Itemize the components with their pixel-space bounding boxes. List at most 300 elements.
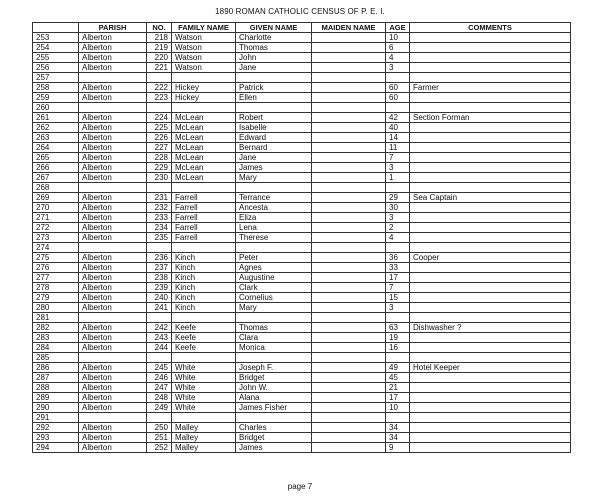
row-number: 259 xyxy=(33,93,79,103)
given-name-cell xyxy=(236,353,312,363)
row-number: 269 xyxy=(33,193,79,203)
family-name-cell: Watson xyxy=(172,63,236,73)
table-row xyxy=(33,353,571,363)
given-name-cell: Peter xyxy=(236,253,312,263)
maiden-name-cell xyxy=(312,43,386,53)
family-name-cell: Kinch xyxy=(172,293,236,303)
family-name-cell: Kinch xyxy=(172,303,236,313)
given-name-cell: Bridget xyxy=(236,433,312,443)
age-cell: 1 xyxy=(386,173,410,183)
family-name-cell: Farrell xyxy=(172,213,236,223)
comments-cell xyxy=(410,413,571,423)
comments-cell xyxy=(410,383,571,393)
comments-cell: Sea Captain xyxy=(410,193,571,203)
table-row xyxy=(33,193,571,203)
table-row xyxy=(33,213,571,223)
family-name-cell xyxy=(172,313,236,323)
parish-cell xyxy=(79,413,147,423)
family-name-cell: McLean xyxy=(172,113,236,123)
family-no-cell: 242 xyxy=(147,323,172,333)
given-name-cell: Bernard xyxy=(236,143,312,153)
comments-cell xyxy=(410,133,571,143)
parish-cell: Alberton xyxy=(79,443,147,453)
age-cell: 3 xyxy=(386,303,410,313)
family-name-cell: Malley xyxy=(172,423,236,433)
given-name-cell: Augustine xyxy=(236,273,312,283)
page-number: page 7 xyxy=(287,482,313,491)
table-row xyxy=(33,233,571,243)
row-number: 277 xyxy=(33,273,79,283)
parish-cell xyxy=(79,73,147,83)
row-number: 278 xyxy=(33,283,79,293)
comments-cell: Cooper xyxy=(410,253,571,263)
table-row xyxy=(33,383,571,393)
age-cell: 34 xyxy=(386,423,410,433)
family-no-cell: 232 xyxy=(147,203,172,213)
comments-cell: Hotel Keeper xyxy=(410,363,571,373)
row-number: 294 xyxy=(33,443,79,453)
family-no-cell: 245 xyxy=(147,363,172,373)
comments-cell xyxy=(410,443,571,453)
family-no-cell: 226 xyxy=(147,133,172,143)
row-number: 289 xyxy=(33,393,79,403)
family-name-cell: Farrell xyxy=(172,193,236,203)
header-maiden-name: MAIDEN NAME xyxy=(312,23,386,33)
table-row xyxy=(33,33,571,43)
given-name-cell: Terrance xyxy=(236,193,312,203)
maiden-name-cell xyxy=(312,163,386,173)
table-row xyxy=(33,113,571,123)
maiden-name-cell xyxy=(312,113,386,123)
given-name-cell: Thomas xyxy=(236,43,312,53)
maiden-name-cell xyxy=(312,73,386,83)
maiden-name-cell xyxy=(312,183,386,193)
age-cell xyxy=(386,73,410,83)
table-row xyxy=(33,273,571,283)
given-name-cell xyxy=(236,183,312,193)
family-name-cell xyxy=(172,103,236,113)
age-cell: 7 xyxy=(386,283,410,293)
family-name-cell: White xyxy=(172,393,236,403)
given-name-cell: Robert xyxy=(236,113,312,123)
age-cell: 17 xyxy=(386,273,410,283)
given-name-cell: Therese xyxy=(236,233,312,243)
family-name-cell: Farrell xyxy=(172,203,236,213)
maiden-name-cell xyxy=(312,423,386,433)
table-row xyxy=(33,53,571,63)
maiden-name-cell xyxy=(312,433,386,443)
given-name-cell: Mary xyxy=(236,173,312,183)
given-name-cell: Ancesta xyxy=(236,203,312,213)
row-number: 279 xyxy=(33,293,79,303)
family-name-cell: Kinch xyxy=(172,253,236,263)
family-name-cell: Kinch xyxy=(172,263,236,273)
maiden-name-cell xyxy=(312,283,386,293)
table-row xyxy=(33,373,571,383)
family-no-cell: 244 xyxy=(147,343,172,353)
parish-cell: Alberton xyxy=(79,403,147,413)
comments-cell: Dishwasher ? xyxy=(410,323,571,333)
age-cell: 60 xyxy=(386,83,410,93)
row-number: 272 xyxy=(33,223,79,233)
family-no-cell xyxy=(147,313,172,323)
family-name-cell: McLean xyxy=(172,133,236,143)
given-name-cell: Edward xyxy=(236,133,312,143)
family-no-cell: 218 xyxy=(147,33,172,43)
table-row xyxy=(33,413,571,423)
family-no-cell: 235 xyxy=(147,233,172,243)
row-number: 276 xyxy=(33,263,79,273)
comments-cell xyxy=(410,313,571,323)
table-row xyxy=(33,223,571,233)
age-cell: 33 xyxy=(386,263,410,273)
family-no-cell: 239 xyxy=(147,283,172,293)
family-name-cell: Keefe xyxy=(172,323,236,333)
row-number: 268 xyxy=(33,183,79,193)
maiden-name-cell xyxy=(312,153,386,163)
table-row xyxy=(33,293,571,303)
parish-cell: Alberton xyxy=(79,203,147,213)
family-no-cell: 241 xyxy=(147,303,172,313)
parish-cell: Alberton xyxy=(79,373,147,383)
comments-cell xyxy=(410,73,571,83)
age-cell xyxy=(386,183,410,193)
maiden-name-cell xyxy=(312,203,386,213)
table-row xyxy=(33,123,571,133)
parish-cell: Alberton xyxy=(79,173,147,183)
maiden-name-cell xyxy=(312,83,386,93)
table-row xyxy=(33,43,571,53)
comments-cell xyxy=(410,333,571,343)
family-no-cell: 249 xyxy=(147,403,172,413)
row-number: 275 xyxy=(33,253,79,263)
given-name-cell: Alana xyxy=(236,393,312,403)
parish-cell xyxy=(79,313,147,323)
comments-cell xyxy=(410,293,571,303)
family-name-cell xyxy=(172,183,236,193)
table-row xyxy=(33,283,571,293)
parish-cell: Alberton xyxy=(79,343,147,353)
row-number: 270 xyxy=(33,203,79,213)
comments-cell: Section Forman xyxy=(410,113,571,123)
family-name-cell: McLean xyxy=(172,153,236,163)
family-name-cell: Keefe xyxy=(172,333,236,343)
family-no-cell: 246 xyxy=(147,373,172,383)
family-no-cell: 250 xyxy=(147,423,172,433)
parish-cell: Alberton xyxy=(79,113,147,123)
row-number: 256 xyxy=(33,63,79,73)
row-number: 280 xyxy=(33,303,79,313)
parish-cell: Alberton xyxy=(79,223,147,233)
family-no-cell: 220 xyxy=(147,53,172,63)
given-name-cell: Agnes xyxy=(236,263,312,273)
comments-cell xyxy=(410,53,571,63)
given-name-cell: Monica xyxy=(236,343,312,353)
maiden-name-cell xyxy=(312,343,386,353)
parish-cell: Alberton xyxy=(79,363,147,373)
header-no: NO. xyxy=(147,23,172,33)
row-number: 288 xyxy=(33,383,79,393)
comments-cell xyxy=(410,103,571,113)
family-name-cell: Farrell xyxy=(172,233,236,243)
family-no-cell xyxy=(147,73,172,83)
comments-cell xyxy=(410,213,571,223)
census-body xyxy=(33,33,571,453)
parish-cell: Alberton xyxy=(79,193,147,203)
given-name-cell: James xyxy=(236,443,312,453)
age-cell: 21 xyxy=(386,383,410,393)
parish-cell: Alberton xyxy=(79,283,147,293)
parish-cell: Alberton xyxy=(79,333,147,343)
given-name-cell: Eliza xyxy=(236,213,312,223)
family-name-cell: Watson xyxy=(172,43,236,53)
maiden-name-cell xyxy=(312,243,386,253)
given-name-cell: Joseph F. xyxy=(236,363,312,373)
comments-cell xyxy=(410,433,571,443)
maiden-name-cell xyxy=(312,273,386,283)
row-number: 260 xyxy=(33,103,79,113)
table-row xyxy=(33,423,571,433)
family-no-cell: 243 xyxy=(147,333,172,343)
family-name-cell: White xyxy=(172,403,236,413)
comments-cell xyxy=(410,273,571,283)
given-name-cell: Clara xyxy=(236,333,312,343)
row-number: 262 xyxy=(33,123,79,133)
comments-cell: Farmer xyxy=(410,83,571,93)
family-no-cell xyxy=(147,353,172,363)
parish-cell: Alberton xyxy=(79,63,147,73)
row-number: 273 xyxy=(33,233,79,243)
age-cell: 29 xyxy=(386,193,410,203)
maiden-name-cell xyxy=(312,373,386,383)
age-cell xyxy=(386,313,410,323)
maiden-name-cell xyxy=(312,313,386,323)
family-name-cell: White xyxy=(172,363,236,373)
age-cell: 3 xyxy=(386,163,410,173)
age-cell: 19 xyxy=(386,333,410,343)
maiden-name-cell xyxy=(312,33,386,43)
parish-cell: Alberton xyxy=(79,83,147,93)
maiden-name-cell xyxy=(312,193,386,203)
family-name-cell: White xyxy=(172,373,236,383)
maiden-name-cell xyxy=(312,353,386,363)
parish-cell: Alberton xyxy=(79,263,147,273)
maiden-name-cell xyxy=(312,103,386,113)
maiden-name-cell xyxy=(312,333,386,343)
parish-cell: Alberton xyxy=(79,383,147,393)
comments-cell xyxy=(410,33,571,43)
table-row xyxy=(33,343,571,353)
family-no-cell: 230 xyxy=(147,173,172,183)
maiden-name-cell xyxy=(312,363,386,373)
given-name-cell: Thomas xyxy=(236,323,312,333)
age-cell: 9 xyxy=(386,443,410,453)
row-number: 283 xyxy=(33,333,79,343)
header-row xyxy=(33,23,571,33)
maiden-name-cell xyxy=(312,233,386,243)
given-name-cell: Jane xyxy=(236,63,312,73)
maiden-name-cell xyxy=(312,93,386,103)
row-number: 286 xyxy=(33,363,79,373)
table-row xyxy=(33,243,571,253)
age-cell: 63 xyxy=(386,323,410,333)
given-name-cell: Lena xyxy=(236,223,312,233)
age-cell: 6 xyxy=(386,43,410,53)
comments-cell xyxy=(410,203,571,213)
comments-cell xyxy=(410,423,571,433)
given-name-cell xyxy=(236,413,312,423)
comments-cell xyxy=(410,283,571,293)
family-no-cell: 237 xyxy=(147,263,172,273)
parish-cell: Alberton xyxy=(79,323,147,333)
row-number: 290 xyxy=(33,403,79,413)
given-name-cell: Clark xyxy=(236,283,312,293)
family-name-cell: Malley xyxy=(172,443,236,453)
family-no-cell: 240 xyxy=(147,293,172,303)
family-name-cell: Hickey xyxy=(172,93,236,103)
row-number: 282 xyxy=(33,323,79,333)
maiden-name-cell xyxy=(312,303,386,313)
comments-cell xyxy=(410,163,571,173)
parish-cell: Alberton xyxy=(79,123,147,133)
table-row xyxy=(33,103,571,113)
maiden-name-cell xyxy=(312,403,386,413)
row-number: 254 xyxy=(33,43,79,53)
family-name-cell: Hickey xyxy=(172,83,236,93)
family-name-cell: McLean xyxy=(172,143,236,153)
given-name-cell: Jane xyxy=(236,153,312,163)
given-name-cell xyxy=(236,313,312,323)
age-cell: 42 xyxy=(386,113,410,123)
family-name-cell: Keefe xyxy=(172,343,236,353)
parish-cell: Alberton xyxy=(79,273,147,283)
given-name-cell: Ellen xyxy=(236,93,312,103)
table-row xyxy=(33,333,571,343)
maiden-name-cell xyxy=(312,133,386,143)
parish-cell: Alberton xyxy=(79,93,147,103)
age-cell xyxy=(386,103,410,113)
table-row xyxy=(33,83,571,93)
comments-cell xyxy=(410,263,571,273)
age-cell: 17 xyxy=(386,393,410,403)
table-row xyxy=(33,363,571,373)
parish-cell: Alberton xyxy=(79,163,147,173)
header-parish: PARISH xyxy=(79,23,147,33)
given-name-cell: Patrick xyxy=(236,83,312,93)
maiden-name-cell xyxy=(312,223,386,233)
row-number: 271 xyxy=(33,213,79,223)
family-name-cell xyxy=(172,353,236,363)
comments-cell xyxy=(410,143,571,153)
family-name-cell: Watson xyxy=(172,33,236,43)
row-number: 264 xyxy=(33,143,79,153)
age-cell xyxy=(386,413,410,423)
age-cell xyxy=(386,243,410,253)
maiden-name-cell xyxy=(312,173,386,183)
age-cell: 16 xyxy=(386,343,410,353)
table-row xyxy=(33,93,571,103)
comments-cell xyxy=(410,373,571,383)
row-number: 263 xyxy=(33,133,79,143)
age-cell: 36 xyxy=(386,253,410,263)
row-number: 284 xyxy=(33,343,79,353)
table-row xyxy=(33,63,571,73)
family-name-cell: Malley xyxy=(172,433,236,443)
table-row xyxy=(33,173,571,183)
family-no-cell: 247 xyxy=(147,383,172,393)
parish-cell: Alberton xyxy=(79,423,147,433)
family-no-cell: 252 xyxy=(147,443,172,453)
family-name-cell xyxy=(172,243,236,253)
row-number: 265 xyxy=(33,153,79,163)
family-no-cell: 222 xyxy=(147,83,172,93)
given-name-cell: Charlotte xyxy=(236,33,312,43)
age-cell: 10 xyxy=(386,33,410,43)
comments-cell xyxy=(410,93,571,103)
maiden-name-cell xyxy=(312,323,386,333)
parish-cell: Alberton xyxy=(79,233,147,243)
family-name-cell: McLean xyxy=(172,163,236,173)
row-number: 255 xyxy=(33,53,79,63)
table-row xyxy=(33,433,571,443)
row-number: 291 xyxy=(33,413,79,423)
age-cell: 4 xyxy=(386,233,410,243)
parish-cell: Alberton xyxy=(79,433,147,443)
given-name-cell: Mary xyxy=(236,303,312,313)
family-no-cell xyxy=(147,183,172,193)
family-name-cell: Watson xyxy=(172,53,236,63)
family-name-cell: McLean xyxy=(172,173,236,183)
parish-cell xyxy=(79,353,147,363)
age-cell: 60 xyxy=(386,93,410,103)
comments-cell xyxy=(410,243,571,253)
given-name-cell: Cornelius xyxy=(236,293,312,303)
given-name-cell xyxy=(236,73,312,83)
row-number: 285 xyxy=(33,353,79,363)
header-age: AGE xyxy=(386,23,410,33)
age-cell: 15 xyxy=(386,293,410,303)
comments-cell xyxy=(410,63,571,73)
census-table xyxy=(32,22,571,453)
parish-cell: Alberton xyxy=(79,33,147,43)
age-cell: 7 xyxy=(386,153,410,163)
family-name-cell xyxy=(172,413,236,423)
table-row xyxy=(33,313,571,323)
maiden-name-cell xyxy=(312,263,386,273)
table-row xyxy=(33,73,571,83)
header-comments: COMMENTS xyxy=(410,23,571,33)
table-row xyxy=(33,203,571,213)
age-cell: 40 xyxy=(386,123,410,133)
table-row xyxy=(33,443,571,453)
page-title: 1890 ROMAN CATHOLIC CENSUS OF P. E. I. xyxy=(215,7,385,16)
parish-cell xyxy=(79,183,147,193)
parish-cell xyxy=(79,103,147,113)
family-no-cell: 238 xyxy=(147,273,172,283)
table-row xyxy=(33,393,571,403)
parish-cell: Alberton xyxy=(79,213,147,223)
family-no-cell: 219 xyxy=(147,43,172,53)
comments-cell xyxy=(410,353,571,363)
family-name-cell: McLean xyxy=(172,123,236,133)
age-cell: 3 xyxy=(386,213,410,223)
comments-cell xyxy=(410,233,571,243)
maiden-name-cell xyxy=(312,443,386,453)
family-no-cell: 224 xyxy=(147,113,172,123)
comments-cell xyxy=(410,303,571,313)
row-number: 258 xyxy=(33,83,79,93)
family-no-cell: 223 xyxy=(147,93,172,103)
